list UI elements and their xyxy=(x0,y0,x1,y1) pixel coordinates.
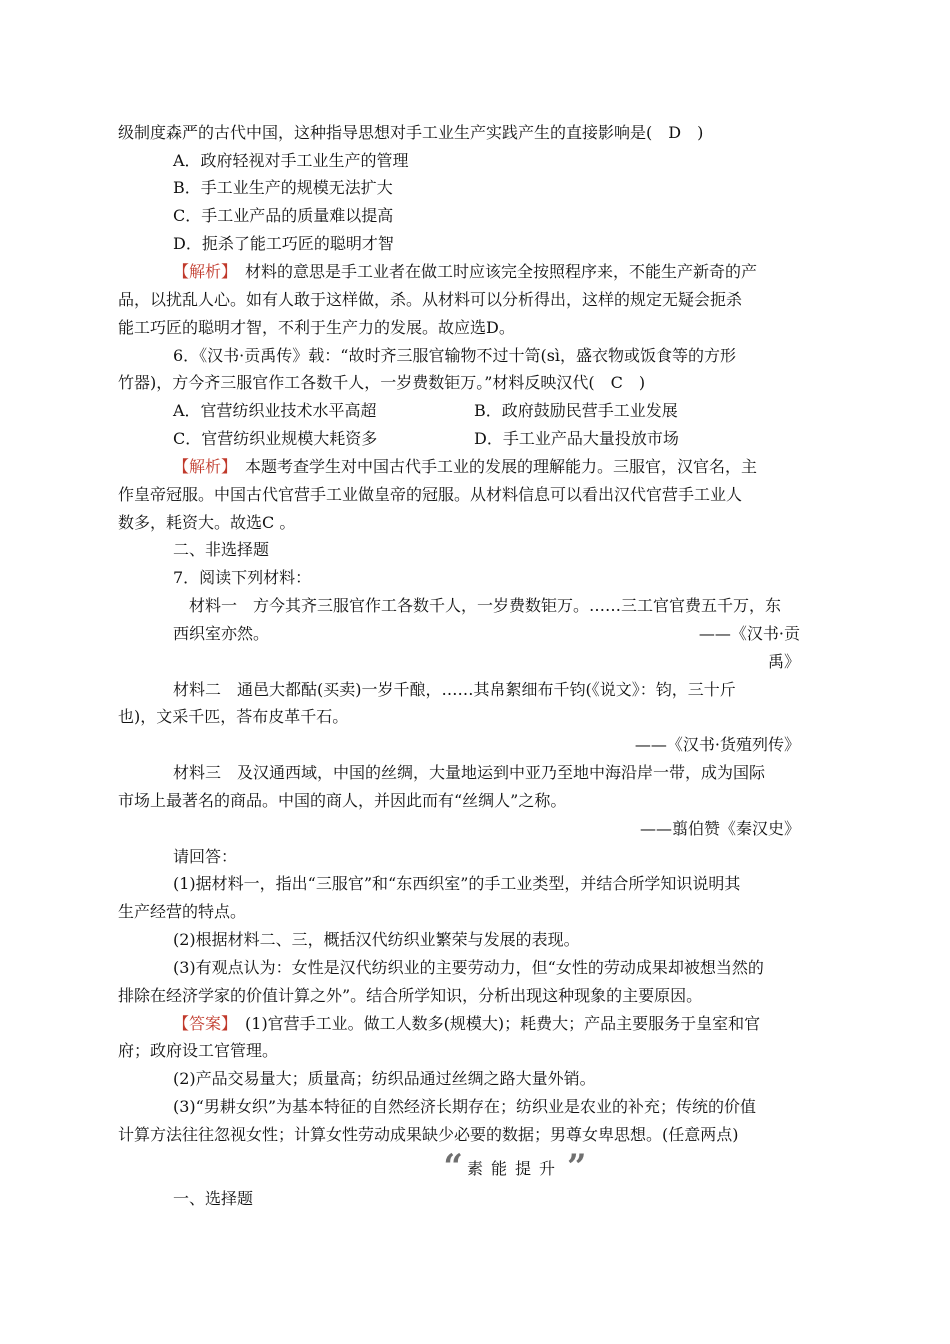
question-6-stem-cont: 竹器)，方今齐三服官作工各数千人，一岁费数钜万。”材料反映汉代( C ) xyxy=(118,373,646,392)
sub-question-1-cont: 生产经营的特点。 xyxy=(118,902,247,921)
analysis-text: 本题考查学生对中国古代手工业的发展的理解能力。三服官，汉官名，主 xyxy=(229,457,758,476)
analysis-text: 材料的意思是手工业者在做工时应该完全按照程序来，不能生产新奇的产 xyxy=(229,262,758,281)
material-1-source-cont: 禹》 xyxy=(767,652,800,671)
answer-line: (2)产品交易量大；质量高；纺织品通过丝绸之路大量外销。 xyxy=(173,1069,596,1088)
banner-title: 素能提升 xyxy=(466,1158,563,1178)
option-a: A．官营纺织业技术水平高超 xyxy=(173,401,377,420)
option-a: A．政府轻视对手工业生产的管理 xyxy=(173,151,409,170)
option-d: D．扼杀了能工巧匠的聪明才智 xyxy=(173,234,394,253)
option-b: B．政府鼓励民营手工业发展 xyxy=(474,401,678,420)
section-heading: 一、选择题 xyxy=(173,1189,254,1208)
answer-line: (3)“男耕女织”为基本特征的自然经济长期存在；纺织业是农业的补充；传统的价值 xyxy=(173,1097,757,1116)
analysis-tag: 【解析】 xyxy=(173,262,230,281)
analysis-line: 能工巧匠的聪明才智，不利于生产力的发展。故应选D。 xyxy=(118,318,515,337)
section-banner xyxy=(425,1147,605,1187)
option-b: B．手工业生产的规模无法扩大 xyxy=(173,178,393,197)
analysis-line: 品，以扰乱人心。如有人敢于这样做，杀。从材料可以分析得出，这样的规定无疑会扼杀 xyxy=(118,290,743,309)
material-3-cont: 市场上最著名的商品。中国的商人，并因此而有“丝绸人”之称。 xyxy=(118,791,567,810)
option-c: C．手工业产品的质量难以提高 xyxy=(173,206,394,225)
material-1-source: ——《汉书·贡 xyxy=(698,624,800,643)
answer-text: (1)官营手工业。做工人数多(规模大)；耗费大；产品主要服务于皇室和官 xyxy=(229,1014,761,1033)
question-6-stem: 6．《汉书·贡禹传》载：“故时齐三服官输物不过十笥(sì，盛衣物或饭食等的方形 xyxy=(173,346,737,365)
material-1: 材料一 方今其齐三服官作工各数千人，一岁费数钜万。……三工官官费五千万，东 xyxy=(189,596,782,615)
answer-tag: 【答案】 xyxy=(173,1014,230,1033)
prompt-answer: 请回答： xyxy=(173,847,238,866)
material-2: 材料二 通邑大都酤(买卖)一岁千酿，……其帛絮细布千钧(《说文》：钧，三十斤 xyxy=(173,680,736,699)
option-c: C．官营纺织业规模大耗资多 xyxy=(173,429,378,448)
material-1-cont: 西织室亦然。 xyxy=(173,624,270,643)
answer-line: 计算方法往往忽视女性；计算女性劳动成果缺少必要的数据；男尊女卑思想。(任意两点) xyxy=(118,1125,739,1144)
close-quote-icon: ” xyxy=(567,1147,587,1187)
analysis-line: 数多，耗资大。故选C 。 xyxy=(118,513,296,532)
answer-paragraph xyxy=(173,1013,760,1035)
material-3: 材料三 及汉通西域，中国的丝绸，大量地运到中亚乃至地中海沿岸一带，成为国际 xyxy=(173,763,766,782)
material-2-cont: 也)，文采千匹，荅布皮革千石。 xyxy=(118,707,349,726)
section-heading: 二、非选择题 xyxy=(173,540,270,559)
material-2-source: ——《汉书·货殖列传》 xyxy=(634,735,800,754)
analysis-paragraph-5 xyxy=(173,261,757,283)
sub-question-3-cont: 排除在经济学家的价值计算之外”。结合所学知识，分析出现这种现象的主要原因。 xyxy=(118,986,703,1005)
question-5-stem-tail: 级制度森严的古代中国，这种指导思想对手工业生产实践产生的直接影响是( D ) xyxy=(118,123,704,142)
answer-line: 府；政府设工官管理。 xyxy=(118,1041,279,1060)
option-d: D．手工业产品大量投放市场 xyxy=(474,429,679,448)
sub-question-1: (1)据材料一，指出“三服官”和“东西织室”的手工业类型，并结合所学知识说明其 xyxy=(173,874,741,893)
analysis-tag: 【解析】 xyxy=(173,457,230,476)
sub-question-3: (3)有观点认为：女性是汉代纺织业的主要劳动力，但“女性的劳动成果却被想当然的 xyxy=(173,958,764,977)
analysis-paragraph-6 xyxy=(173,456,757,478)
open-quote-icon: “ xyxy=(443,1147,463,1187)
analysis-line: 作皇帝冠服。中国古代官营手工业做皇帝的冠服。从材料信息可以看出汉代官营手工业人 xyxy=(118,485,743,504)
material-3-source: ——翦伯赞《秦汉史》 xyxy=(639,819,800,838)
question-7-stem: 7．阅读下列材料： xyxy=(173,568,312,587)
sub-question-2: (2)根据材料二、三，概括汉代纺织业繁荣与发展的表现。 xyxy=(173,930,580,949)
